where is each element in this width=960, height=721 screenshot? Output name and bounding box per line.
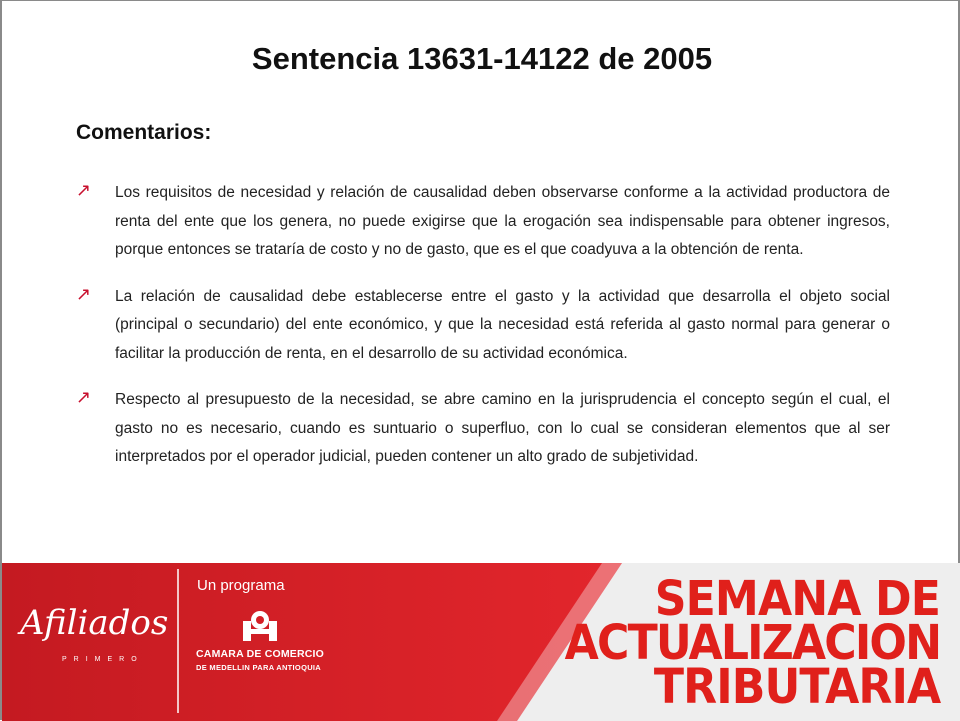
chamber-subtitle: DE MEDELLIN PARA ANTIOQUIA	[196, 663, 322, 672]
afiliados-sub: PRIMERO	[62, 656, 144, 663]
arrow-up-right-icon: ↗	[76, 180, 92, 200]
bullet-text: Los requisitos de necesidad y relación de causalidad deben observarse conforme a la actividad productora de renta del ente que los genera, no puede exigirse que la erogación sea indispensable para obtener ingresos, porque entonces se trataría de costo y no de gasto, que es el que coadyuva a la obtención de renta.	[115, 184, 890, 258]
event-title-line1: SEMANA DE	[654, 571, 940, 627]
section-heading: Comentarios:	[76, 121, 212, 144]
bullet-text: La relación de causalidad debe establecerse entre el gasto y la actividad que desarrolla el objeto social (principal o secundario) del ente económico, y que la necesidad está referida al gasto normal para generar o facilitar la producción de renta, en el desarrollo de su actividad económica.	[115, 287, 890, 362]
program-label: Un programa	[197, 577, 285, 594]
footer-banner	[2, 563, 960, 721]
chamber-name: CAMARA DE COMERCIO	[196, 648, 325, 660]
arrow-up-right-icon: ↗	[76, 387, 92, 407]
bullet-text: Respecto al presupuesto de la necesidad, se abre camino en la jurisprudencia el concepto según el cual, el gasto no es necesario, cuando es suntuario o superfluo, con lo cual se consideran elementos que al ser interpretados por el operador judicial, pueden contener un alto grado de subjetividad.	[115, 391, 890, 465]
slide-title: Sentencia 13631-14122 de 2005	[251, 41, 713, 76]
bullet-list	[76, 179, 890, 490]
bullet-item	[76, 179, 890, 265]
bullet-item	[76, 283, 890, 369]
event-title-line3: TRIBUTARIA	[653, 659, 940, 715]
afiliados-logo: Afiliados	[20, 603, 169, 643]
bullet-item	[76, 386, 890, 472]
arrow-up-right-icon: ↗	[76, 283, 92, 304]
event-title-line2: ACTUALIZACION	[564, 615, 940, 671]
